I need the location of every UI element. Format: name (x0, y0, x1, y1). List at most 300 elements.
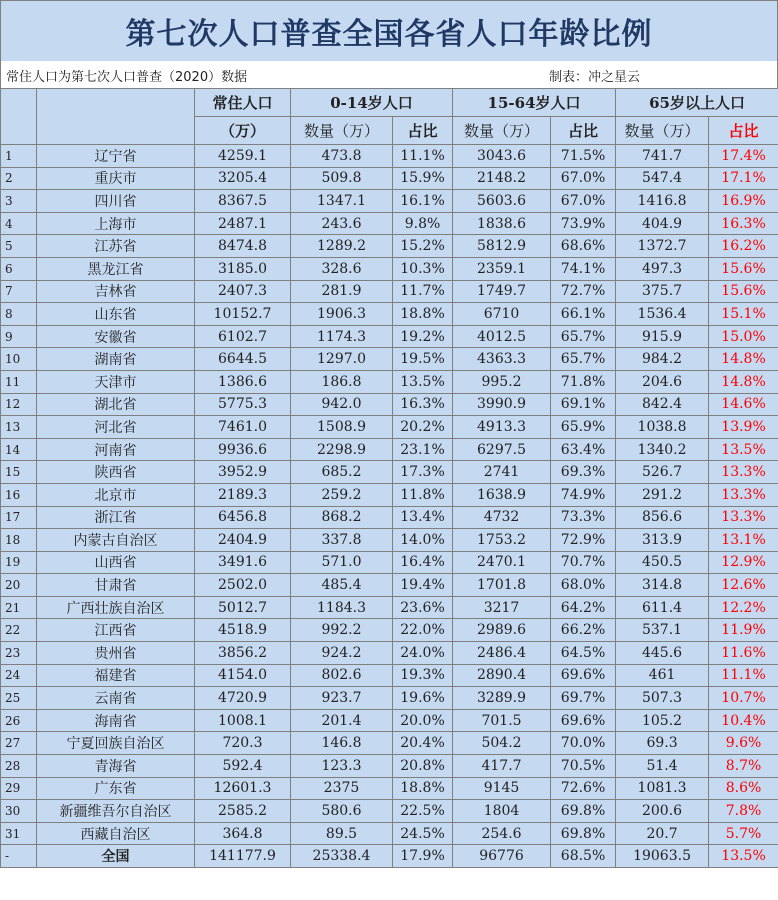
count-65: 537.1 (616, 619, 709, 642)
ratio-15-64: 71.5% (551, 145, 616, 168)
count-15-64: 1638.9 (453, 483, 551, 506)
count-65: 915.9 (616, 325, 709, 348)
ratio-15-64: 74.1% (551, 257, 616, 280)
author-credit: 制表：冲之星云 (549, 70, 641, 85)
resident-pop: 7461.0 (195, 416, 291, 439)
ratio-65: 16.3% (709, 212, 778, 235)
count-65: 69.3 (616, 732, 709, 755)
ratio-65: 17.1% (709, 167, 778, 190)
province-name: 新疆维吾尔自治区 (37, 800, 195, 823)
count-0-14: 924.2 (291, 642, 393, 665)
count-65: 856.6 (616, 506, 709, 529)
ratio-0-14: 20.0% (393, 709, 453, 732)
table-row (1, 574, 778, 597)
province-name: 山西省 (37, 551, 195, 574)
province-name: 安徽省 (37, 325, 195, 348)
count-0-14: 571.0 (291, 551, 393, 574)
province-name: 湖南省 (37, 348, 195, 371)
total-row (1, 845, 778, 868)
table-row (1, 551, 778, 574)
header-count-15-64: 数量（万） (453, 117, 551, 145)
ratio-65: 13.9% (709, 416, 778, 439)
resident-pop: 4518.9 (195, 619, 291, 642)
row-index: 4 (1, 212, 37, 235)
resident-pop: 5775.3 (195, 393, 291, 416)
count-15-64: 2470.1 (453, 551, 551, 574)
table-row (1, 709, 778, 732)
row-index: 22 (1, 619, 37, 642)
row-index: 3 (1, 190, 37, 213)
total-ratio-65: 13.5% (709, 845, 778, 868)
province-name: 吉林省 (37, 280, 195, 303)
ratio-0-14: 19.6% (393, 687, 453, 710)
resident-pop: 2407.3 (195, 280, 291, 303)
count-15-64: 995.2 (453, 370, 551, 393)
count-15-64: 701.5 (453, 709, 551, 732)
ratio-15-64: 71.8% (551, 370, 616, 393)
header-ratio-15-64: 占比 (551, 117, 616, 145)
header-resident-pop: 常住人口 (195, 89, 291, 117)
row-index: 28 (1, 755, 37, 778)
table-row (1, 393, 778, 416)
ratio-65: 12.9% (709, 551, 778, 574)
count-65: 1416.8 (616, 190, 709, 213)
ratio-0-14: 15.2% (393, 235, 453, 258)
row-index: 14 (1, 438, 37, 461)
count-0-14: 123.3 (291, 755, 393, 778)
resident-pop: 364.8 (195, 822, 291, 845)
row-index: 6 (1, 257, 37, 280)
ratio-15-64: 66.2% (551, 619, 616, 642)
count-15-64: 2989.6 (453, 619, 551, 642)
ratio-65: 8.6% (709, 777, 778, 800)
row-index: 27 (1, 732, 37, 755)
count-15-64: 1804 (453, 800, 551, 823)
ratio-65: 12.2% (709, 596, 778, 619)
resident-pop: 3856.2 (195, 642, 291, 665)
row-index: 29 (1, 777, 37, 800)
count-15-64: 254.6 (453, 822, 551, 845)
count-0-14: 992.2 (291, 619, 393, 642)
count-65: 404.9 (616, 212, 709, 235)
resident-pop: 5012.7 (195, 596, 291, 619)
province-name: 山东省 (37, 303, 195, 326)
resident-pop: 2404.9 (195, 529, 291, 552)
count-15-64: 2359.1 (453, 257, 551, 280)
ratio-65: 16.2% (709, 235, 778, 258)
source-note: 常住人口为第七次人口普查（2020）数据 (6, 70, 248, 85)
province-name: 云南省 (37, 687, 195, 710)
count-15-64: 9145 (453, 777, 551, 800)
ratio-65: 13.5% (709, 438, 778, 461)
count-15-64: 3990.9 (453, 393, 551, 416)
resident-pop: 4720.9 (195, 687, 291, 710)
ratio-0-14: 19.2% (393, 325, 453, 348)
row-index: 20 (1, 574, 37, 597)
table-row (1, 642, 778, 665)
resident-pop: 12601.3 (195, 777, 291, 800)
count-0-14: 1347.1 (291, 190, 393, 213)
ratio-0-14: 9.8% (393, 212, 453, 235)
count-65: 291.2 (616, 483, 709, 506)
ratio-15-64: 72.7% (551, 280, 616, 303)
ratio-0-14: 20.2% (393, 416, 453, 439)
ratio-15-64: 72.9% (551, 529, 616, 552)
row-index: 8 (1, 303, 37, 326)
count-15-64: 2486.4 (453, 642, 551, 665)
table-row (1, 732, 778, 755)
province-name: 四川省 (37, 190, 195, 213)
count-0-14: 1297.0 (291, 348, 393, 371)
ratio-65: 9.6% (709, 732, 778, 755)
count-0-14: 1906.3 (291, 303, 393, 326)
row-index: 26 (1, 709, 37, 732)
count-0-14: 186.8 (291, 370, 393, 393)
ratio-15-64: 72.6% (551, 777, 616, 800)
row-index: 31 (1, 822, 37, 845)
total-ratio-0-14: 17.9% (393, 845, 453, 868)
ratio-15-64: 69.1% (551, 393, 616, 416)
ratio-0-14: 16.1% (393, 190, 453, 213)
count-15-64: 4363.3 (453, 348, 551, 371)
row-index: 1 (1, 145, 37, 168)
table-row (1, 190, 778, 213)
count-0-14: 1174.3 (291, 325, 393, 348)
province-name: 天津市 (37, 370, 195, 393)
table-row (1, 325, 778, 348)
count-0-14: 923.7 (291, 687, 393, 710)
header-count-65: 数量（万） (616, 117, 709, 145)
count-65: 204.6 (616, 370, 709, 393)
resident-pop: 2502.0 (195, 574, 291, 597)
count-65: 51.4 (616, 755, 709, 778)
ratio-15-64: 65.9% (551, 416, 616, 439)
table-row (1, 483, 778, 506)
row-index: 21 (1, 596, 37, 619)
table-row (1, 800, 778, 823)
count-15-64: 5603.6 (453, 190, 551, 213)
count-15-64: 4732 (453, 506, 551, 529)
province-name: 浙江省 (37, 506, 195, 529)
table-row (1, 777, 778, 800)
province-name: 北京市 (37, 483, 195, 506)
resident-pop: 8367.5 (195, 190, 291, 213)
ratio-65: 15.1% (709, 303, 778, 326)
ratio-15-64: 68.6% (551, 235, 616, 258)
ratio-0-14: 20.8% (393, 755, 453, 778)
row-index: 7 (1, 280, 37, 303)
ratio-65: 13.3% (709, 461, 778, 484)
row-index: 5 (1, 235, 37, 258)
count-0-14: 146.8 (291, 732, 393, 755)
resident-pop: 2487.1 (195, 212, 291, 235)
ratio-0-14: 13.4% (393, 506, 453, 529)
ratio-15-64: 64.5% (551, 642, 616, 665)
row-index: 17 (1, 506, 37, 529)
ratio-15-64: 69.3% (551, 461, 616, 484)
table-row (1, 755, 778, 778)
ratio-65: 14.8% (709, 348, 778, 371)
ratio-65: 15.6% (709, 257, 778, 280)
resident-pop: 2585.2 (195, 800, 291, 823)
count-15-64: 4012.5 (453, 325, 551, 348)
ratio-15-64: 70.7% (551, 551, 616, 574)
population-table (0, 88, 778, 868)
count-65: 314.8 (616, 574, 709, 597)
resident-pop: 3185.0 (195, 257, 291, 280)
total-resident-pop: 141177.9 (195, 845, 291, 868)
ratio-0-14: 10.3% (393, 257, 453, 280)
province-name: 广东省 (37, 777, 195, 800)
province-name: 海南省 (37, 709, 195, 732)
count-65: 842.4 (616, 393, 709, 416)
ratio-0-14: 24.0% (393, 642, 453, 665)
ratio-0-14: 22.5% (393, 800, 453, 823)
resident-pop: 3491.6 (195, 551, 291, 574)
table-row (1, 461, 778, 484)
ratio-15-64: 69.8% (551, 800, 616, 823)
province-name: 陕西省 (37, 461, 195, 484)
ratio-15-64: 69.6% (551, 709, 616, 732)
resident-pop: 3205.4 (195, 167, 291, 190)
province-name: 内蒙古自治区 (37, 529, 195, 552)
row-index: 9 (1, 325, 37, 348)
count-15-64: 4913.3 (453, 416, 551, 439)
count-0-14: 685.2 (291, 461, 393, 484)
count-15-64: 6710 (453, 303, 551, 326)
ratio-65: 13.1% (709, 529, 778, 552)
total-count-15-64: 96776 (453, 845, 551, 868)
ratio-0-14: 16.3% (393, 393, 453, 416)
resident-pop: 4259.1 (195, 145, 291, 168)
ratio-0-14: 16.4% (393, 551, 453, 574)
ratio-65: 12.6% (709, 574, 778, 597)
count-0-14: 1184.3 (291, 596, 393, 619)
table-row (1, 167, 778, 190)
ratio-0-14: 13.5% (393, 370, 453, 393)
count-0-14: 1508.9 (291, 416, 393, 439)
province-name: 贵州省 (37, 642, 195, 665)
ratio-65: 16.9% (709, 190, 778, 213)
ratio-0-14: 20.4% (393, 732, 453, 755)
row-index: 11 (1, 370, 37, 393)
count-65: 445.6 (616, 642, 709, 665)
ratio-15-64: 69.7% (551, 687, 616, 710)
table-row (1, 416, 778, 439)
count-15-64: 3043.6 (453, 145, 551, 168)
count-0-14: 473.8 (291, 145, 393, 168)
province-name: 甘肃省 (37, 574, 195, 597)
row-index: 10 (1, 348, 37, 371)
header-count-0-14: 数量（万） (291, 117, 393, 145)
province-name: 重庆市 (37, 167, 195, 190)
count-15-64: 2890.4 (453, 664, 551, 687)
ratio-15-64: 65.7% (551, 325, 616, 348)
ratio-0-14: 18.8% (393, 303, 453, 326)
ratio-15-64: 74.9% (551, 483, 616, 506)
ratio-65: 17.4% (709, 145, 778, 168)
header-group-65: 65岁以上人口 (616, 89, 778, 117)
count-0-14: 580.6 (291, 800, 393, 823)
count-65: 497.3 (616, 257, 709, 280)
province-name: 上海市 (37, 212, 195, 235)
ratio-65: 5.7% (709, 822, 778, 845)
ratio-65: 11.6% (709, 642, 778, 665)
count-0-14: 281.9 (291, 280, 393, 303)
table-row (1, 235, 778, 258)
province-name: 西藏自治区 (37, 822, 195, 845)
table-row (1, 687, 778, 710)
ratio-0-14: 24.5% (393, 822, 453, 845)
row-index: 23 (1, 642, 37, 665)
header-ratio-65: 占比 (709, 117, 778, 145)
ratio-65: 13.3% (709, 506, 778, 529)
resident-pop: 592.4 (195, 755, 291, 778)
count-0-14: 2298.9 (291, 438, 393, 461)
ratio-65: 10.4% (709, 709, 778, 732)
ratio-0-14: 11.8% (393, 483, 453, 506)
header-province (37, 89, 195, 145)
table-row (1, 596, 778, 619)
ratio-15-64: 66.1% (551, 303, 616, 326)
ratio-0-14: 18.8% (393, 777, 453, 800)
ratio-15-64: 67.0% (551, 190, 616, 213)
count-65: 611.4 (616, 596, 709, 619)
table-row (1, 619, 778, 642)
ratio-65: 14.6% (709, 393, 778, 416)
province-name: 宁夏回族自治区 (37, 732, 195, 755)
count-0-14: 259.2 (291, 483, 393, 506)
province-name: 黑龙江省 (37, 257, 195, 280)
count-65: 984.2 (616, 348, 709, 371)
count-0-14: 201.4 (291, 709, 393, 732)
row-index: 16 (1, 483, 37, 506)
resident-pop: 4154.0 (195, 664, 291, 687)
row-index: 13 (1, 416, 37, 439)
count-15-64: 504.2 (453, 732, 551, 755)
count-0-14: 337.8 (291, 529, 393, 552)
total-ratio-15-64: 68.5% (551, 845, 616, 868)
count-0-14: 243.6 (291, 212, 393, 235)
table-row (1, 212, 778, 235)
ratio-15-64: 73.9% (551, 212, 616, 235)
ratio-65: 13.3% (709, 483, 778, 506)
header-ratio-0-14: 占比 (393, 117, 453, 145)
count-0-14: 868.2 (291, 506, 393, 529)
count-0-14: 89.5 (291, 822, 393, 845)
count-15-64: 1753.2 (453, 529, 551, 552)
row-index: 25 (1, 687, 37, 710)
count-0-14: 1289.2 (291, 235, 393, 258)
ratio-65: 14.8% (709, 370, 778, 393)
ratio-15-64: 70.5% (551, 755, 616, 778)
count-15-64: 3289.9 (453, 687, 551, 710)
row-index: 30 (1, 800, 37, 823)
ratio-0-14: 19.3% (393, 664, 453, 687)
ratio-65: 15.0% (709, 325, 778, 348)
resident-pop: 9936.6 (195, 438, 291, 461)
table-row (1, 438, 778, 461)
total-province-name: 全国 (37, 845, 195, 868)
count-0-14: 2375 (291, 777, 393, 800)
table-row (1, 280, 778, 303)
ratio-65: 7.8% (709, 800, 778, 823)
ratio-15-64: 70.0% (551, 732, 616, 755)
count-65: 1081.3 (616, 777, 709, 800)
table-row (1, 664, 778, 687)
ratio-0-14: 14.0% (393, 529, 453, 552)
resident-pop: 2189.3 (195, 483, 291, 506)
ratio-0-14: 15.9% (393, 167, 453, 190)
count-65: 20.7 (616, 822, 709, 845)
table-row (1, 257, 778, 280)
count-65: 547.4 (616, 167, 709, 190)
count-65: 1038.8 (616, 416, 709, 439)
table-row (1, 145, 778, 168)
total-count-65: 19063.5 (616, 845, 709, 868)
count-65: 200.6 (616, 800, 709, 823)
table-row (1, 529, 778, 552)
row-index: 15 (1, 461, 37, 484)
resident-pop: 8474.8 (195, 235, 291, 258)
count-65: 1340.2 (616, 438, 709, 461)
count-15-64: 2148.2 (453, 167, 551, 190)
count-65: 1372.7 (616, 235, 709, 258)
count-15-64: 6297.5 (453, 438, 551, 461)
resident-pop: 1008.1 (195, 709, 291, 732)
count-65: 313.9 (616, 529, 709, 552)
row-index: 12 (1, 393, 37, 416)
sheet-title: 第七次人口普查全国各省人口年龄比例 (0, 0, 778, 62)
count-0-14: 509.8 (291, 167, 393, 190)
resident-pop: 720.3 (195, 732, 291, 755)
header-index (1, 89, 37, 145)
table-row (1, 370, 778, 393)
count-65: 526.7 (616, 461, 709, 484)
count-65: 461 (616, 664, 709, 687)
row-index: 2 (1, 167, 37, 190)
resident-pop: 6644.5 (195, 348, 291, 371)
row-index: 24 (1, 664, 37, 687)
ratio-0-14: 19.5% (393, 348, 453, 371)
ratio-0-14: 19.4% (393, 574, 453, 597)
ratio-15-64: 69.8% (551, 822, 616, 845)
table-body (1, 145, 778, 868)
ratio-15-64: 68.0% (551, 574, 616, 597)
ratio-0-14: 11.7% (393, 280, 453, 303)
ratio-65: 11.1% (709, 664, 778, 687)
count-15-64: 417.7 (453, 755, 551, 778)
count-15-64: 3217 (453, 596, 551, 619)
ratio-0-14: 11.1% (393, 145, 453, 168)
province-name: 湖北省 (37, 393, 195, 416)
row-index: 19 (1, 551, 37, 574)
ratio-15-64: 69.6% (551, 664, 616, 687)
count-0-14: 942.0 (291, 393, 393, 416)
ratio-0-14: 23.1% (393, 438, 453, 461)
count-65: 741.7 (616, 145, 709, 168)
header-group-0-14: 0-14岁人口 (291, 89, 453, 117)
ratio-15-64: 64.2% (551, 596, 616, 619)
ratio-65: 15.6% (709, 280, 778, 303)
count-0-14: 802.6 (291, 664, 393, 687)
info-row (0, 61, 778, 89)
resident-pop: 1386.6 (195, 370, 291, 393)
row-index: 18 (1, 529, 37, 552)
province-name: 辽宁省 (37, 145, 195, 168)
province-name: 江西省 (37, 619, 195, 642)
ratio-65: 11.9% (709, 619, 778, 642)
